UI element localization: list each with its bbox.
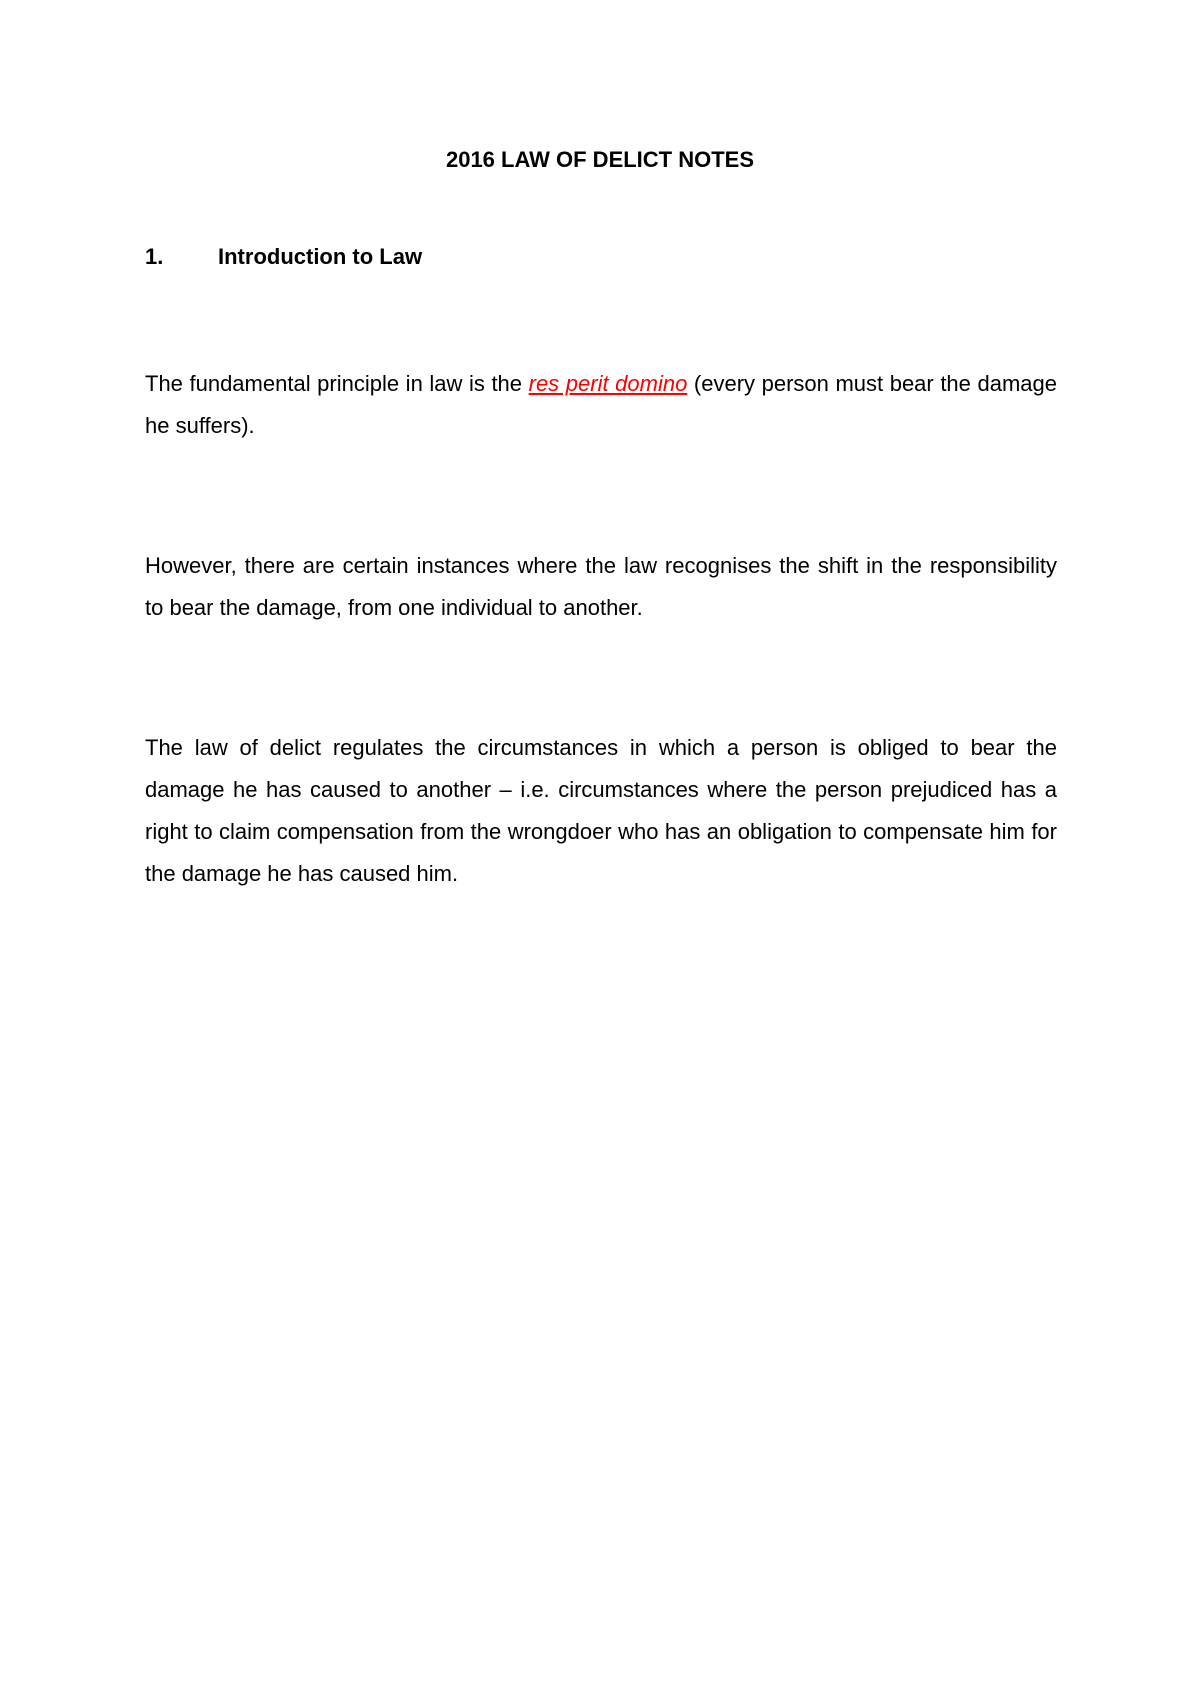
latin-term-res-perit-domino: res perit domino (528, 371, 688, 396)
paragraph-principle-start: The fundamental principle in law is the (145, 371, 529, 396)
paragraph-principle-end: (every person must bear the damage he suffers). (145, 371, 1057, 438)
paragraph-law-of-delict: The law of delict regulates the circumstances in which a person is obliged to bear the damage he has caused to another – i.e. circumstances where the person prejudiced has a right to claim compensation from the wrongdoer who has an obligation to compensate him for the damage he has caused him. (145, 735, 1057, 886)
section-heading (145, 244, 422, 270)
document-title: 2016 LAW OF DELICT NOTES (445, 147, 755, 172)
section-number: 1. (145, 244, 164, 269)
section-title: Introduction to Law (218, 244, 423, 269)
paragraph-principle (145, 363, 1057, 447)
paragraph-shift-responsibility: However, there are certain instances where the law recognises the shift in the responsibility to bear the damage, from one individual to another. (145, 553, 1057, 620)
